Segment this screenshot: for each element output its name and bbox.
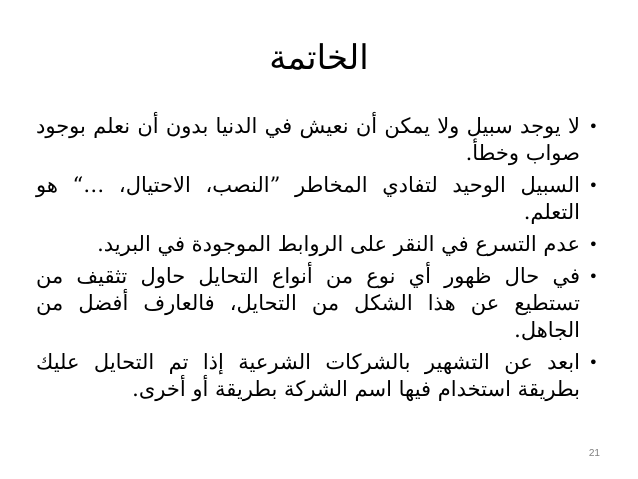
bullet-item <box>36 172 598 226</box>
bullet-item <box>36 231 598 258</box>
bullet-icon: • <box>588 117 598 136</box>
bullet-icon: • <box>588 176 598 195</box>
bullet-text: عدم التسرع في النقر على الروابط الموجودة في البريد. <box>97 232 580 256</box>
bullet-icon: • <box>588 353 598 372</box>
slide-number: 21 <box>588 448 600 459</box>
bullet-text: السبيل الوحيد لتفادي المخاطر ”النصب، الاحتيال، …“ هو التعلم. <box>36 173 580 224</box>
bullet-item <box>36 349 598 403</box>
slide-title: الخاتمة <box>269 38 369 78</box>
bullet-text: ابعد عن التشهير بالشركات الشرعية إذا تم التحايل عليك بطريقة استخدام فيها اسم الشركة بطريقة أو أخرى. <box>36 350 580 401</box>
bullet-icon: • <box>588 235 598 254</box>
bullet-list <box>36 113 598 408</box>
bullet-icon: • <box>588 267 598 286</box>
bullet-text: لا يوجد سبيل ولا يمكن أن نعيش في الدنيا بدون أن نعلم بوجود صواب وخطأ. <box>36 114 580 165</box>
bullet-text: في حال ظهور أي نوع من أنواع التحايل حاول تثقيف من تستطيع عن هذا الشكل من التحايل، فالعارف أفضل من الجاهل. <box>36 264 580 342</box>
bullet-item <box>36 263 598 344</box>
bullet-item <box>36 113 598 167</box>
